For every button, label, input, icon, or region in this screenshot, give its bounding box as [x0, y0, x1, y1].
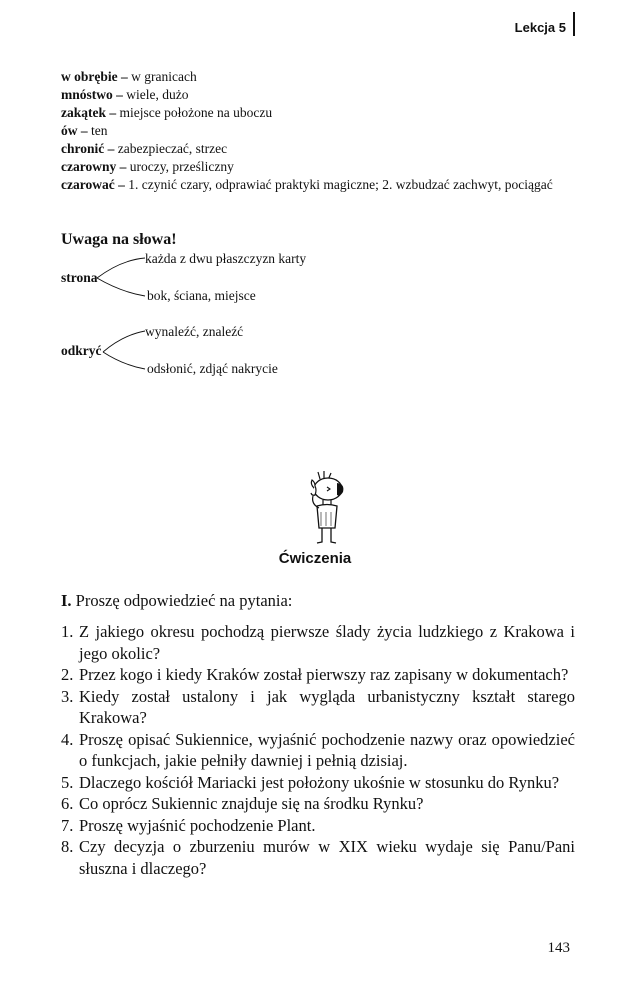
glossary-term: ów: [61, 123, 78, 138]
glossary-entry: czarować – 1. czynić czary, odprawiać praktyki magiczne; 2. wzbudzać zachwyt, pociągać: [61, 177, 553, 192]
task-heading: [61, 591, 292, 611]
glossary-definition: zabezpieczać, strzec: [117, 141, 228, 156]
glossary: [61, 68, 581, 194]
question-text: Przez kogo i kiedy Kraków został pierwszy raz zapisany w dokumentach?: [79, 665, 569, 684]
task-instruction: Proszę odpowiedzieć na pytania:: [75, 591, 293, 610]
question-item: [61, 836, 575, 879]
glossary-term: mnóstwo: [61, 87, 113, 102]
glossary-entry: ów – ten: [61, 123, 108, 138]
question-number: 4.: [61, 729, 74, 749]
glossary-definition: ten: [91, 123, 108, 138]
diagram-word: strona: [61, 270, 98, 285]
question-text: Proszę wyjaśnić pochodzenie Plant.: [79, 815, 316, 835]
glossary-definition: uroczy, prześliczny: [129, 159, 234, 174]
diagram-meaning: odsłonić, zdjąć nakrycie: [147, 361, 278, 376]
task-numeral: I.: [61, 591, 72, 610]
question-number: 5.: [61, 772, 74, 792]
question-item: [61, 664, 575, 686]
question-text: Z jakiego okresu pochodzą pierwsze ślady życia ludzkiego z Krakowa i jego okolic?: [79, 622, 575, 663]
question-item: [61, 621, 575, 664]
question-text: Co oprócz Sukiennic znajduje się na środku Rynku?: [79, 794, 424, 813]
glossary-entry: mnóstwo – wiele, dużo: [61, 87, 189, 102]
lesson-header: Lekcja 5: [514, 20, 566, 35]
diagram-word: odkryć: [61, 343, 102, 358]
question-item: [61, 793, 575, 815]
glossary-term: czarowny: [61, 159, 117, 174]
glossary-entry: zakątek – miejsce położone na uboczu: [61, 105, 273, 120]
question-number: 7.: [61, 815, 74, 835]
question-number: 3.: [61, 686, 74, 706]
word-diagram-strona: [61, 248, 361, 308]
exercises-title: Ćwiczenia: [278, 550, 352, 567]
question-item: [61, 729, 575, 772]
word-notes-title: Uwaga na słowa!: [61, 231, 177, 248]
question-item: [61, 815, 575, 837]
glossary-definition: 1. czynić czary, odprawiać praktyki magiczne; 2. wzbudzać zachwyt, pociągać: [128, 177, 553, 192]
question-number: 8.: [61, 837, 74, 856]
diagram-meaning: wynaleźć, znaleźć: [145, 324, 244, 339]
glossary-entry: czarowny – uroczy, prześliczny: [61, 159, 234, 174]
diagram-meaning: bok, ściana, miejsce: [147, 288, 256, 303]
glossary-definition: w granicach: [131, 69, 197, 84]
question-text: Dlaczego kościół Mariacki jest położony ukośnie w stosunku do Rynku?: [79, 772, 560, 792]
glossary-term: w obrębie: [61, 69, 118, 84]
header-divider: [573, 12, 575, 36]
question-item: [61, 772, 575, 794]
question-number: 6.: [61, 794, 74, 813]
question-text: Czy decyzja o zburzeniu murów w XIX wieku wydaje się Panu/Pani słuszna i dlaczego?: [79, 837, 575, 878]
glossary-term: chronić: [61, 141, 105, 156]
glossary-entry: w obrębie – w granicach: [61, 69, 197, 84]
word-diagram-odkryc: [61, 321, 361, 381]
question-text: Kiedy został ustalony i jak wygląda urbanistyczny kształt starego Krakowa?: [79, 686, 575, 727]
thinking-figure-illustration: [293, 470, 355, 548]
question-text: Proszę opisać Sukiennice, wyjaśnić pochodzenie nazwy oraz opowiedzieć o funkcjach, jakie pełniły dawniej i pełnią dzisiaj.: [79, 729, 575, 770]
glossary-term: czarować: [61, 177, 115, 192]
glossary-definition: miejsce położone na uboczu: [119, 105, 273, 120]
question-list: [61, 621, 575, 879]
question-item: [61, 686, 575, 729]
glossary-entry: chronić – zabezpieczać, strzec: [61, 141, 228, 156]
diagram-meaning: każda z dwu płaszczyzn karty: [145, 251, 307, 266]
question-number: 1.: [61, 622, 74, 641]
glossary-term: zakątek: [61, 105, 106, 120]
glossary-definition: wiele, dużo: [126, 87, 189, 102]
question-number: 2.: [61, 665, 74, 684]
page-number: 143: [547, 940, 570, 956]
